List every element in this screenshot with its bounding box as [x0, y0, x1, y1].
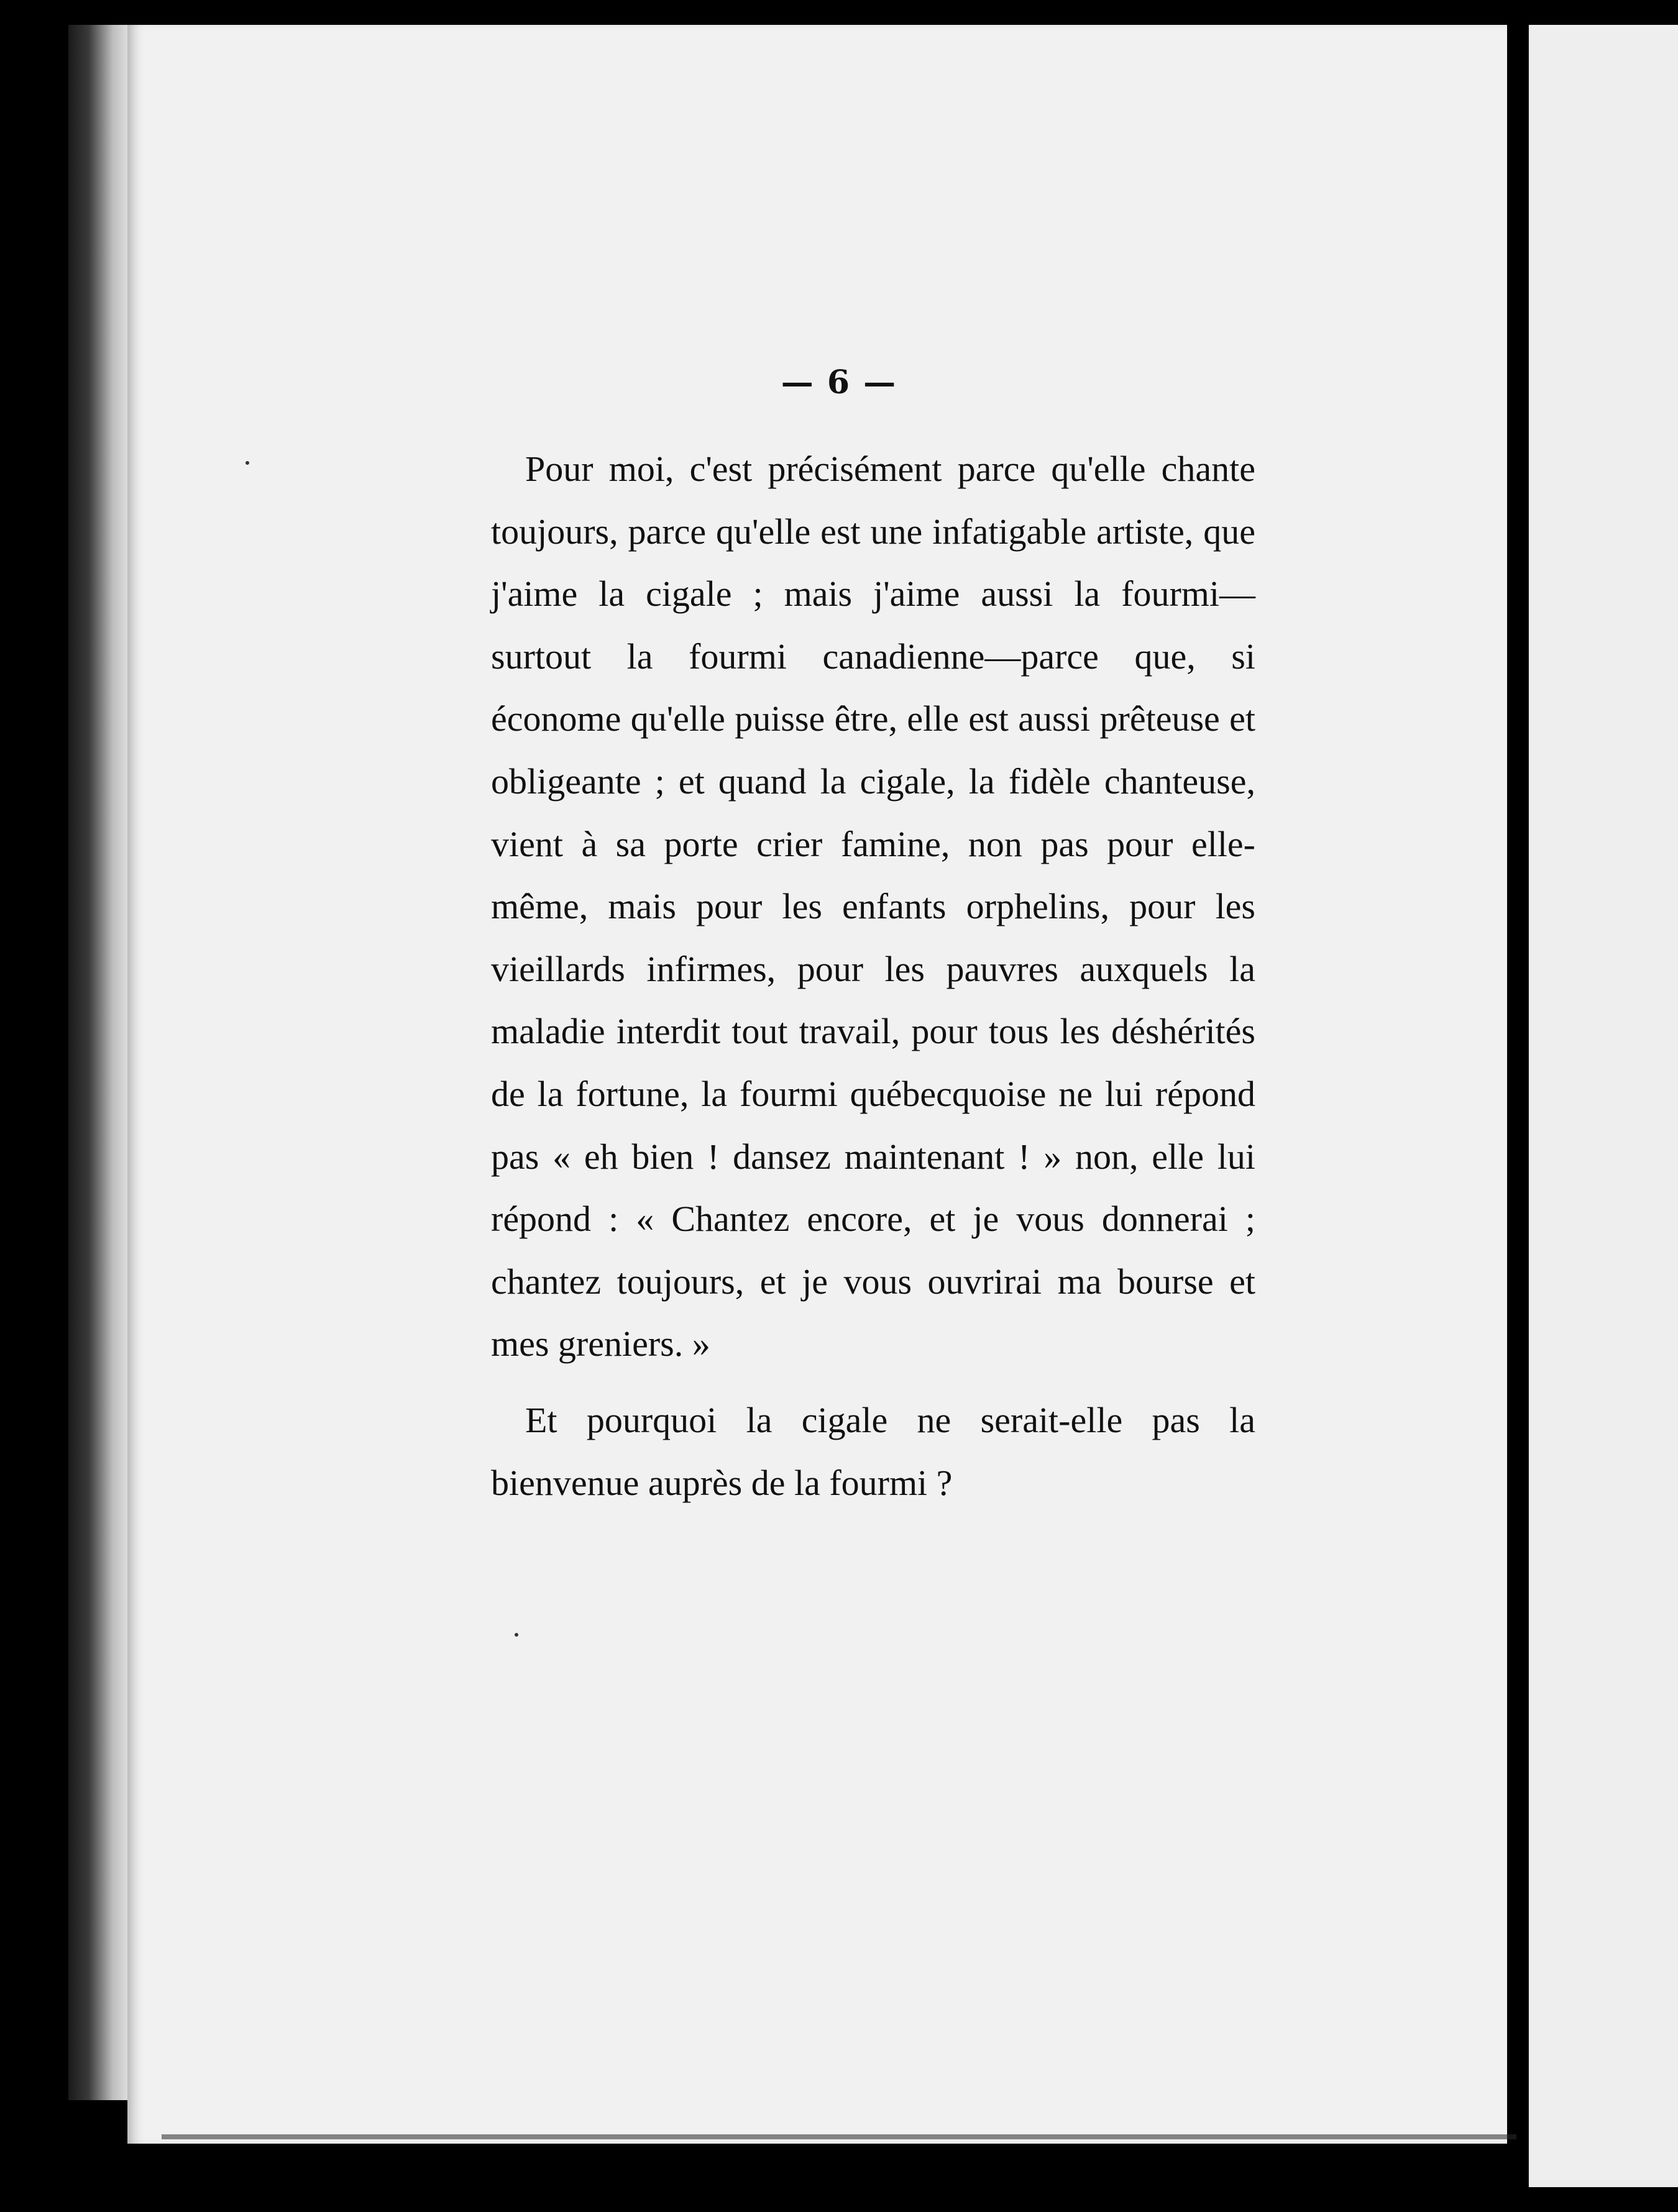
- body-text: [491, 438, 1255, 1514]
- adjacent-page-strip: [1529, 25, 1678, 2187]
- paragraph: Pour moi, c'est précisément parce qu'elle chante toujours, parce qu'elle est une infatigable artiste, que j'aime la cigale ; mais j'aime aussi la fourmi—surtout la fourmi canadienne—parce que, si économe qu'elle puisse être, elle est aussi prêteuse et obligeante ; et quand la cigale, la fidèle chanteuse, vient à sa porte crier famine, non pas pour elle-même, mais pour les enfants orphelins, pour les vieillards infirmes, pour les pauvres auxquels la maladie interdit tout travail, pour tous les déshérités de la fortune, la fourmi québecquoise ne lui répond pas « eh bien ! dansez maintenant ! » non, elle lui répond : « Chantez encore, et je vous donnerai ; chantez toujours, et je vous ouvrirai ma bourse et mes greniers. »: [491, 449, 1255, 1364]
- page-number: — 6 —: [781, 363, 897, 401]
- page-bottom-edge: [162, 2134, 1516, 2139]
- scan-speck: [245, 461, 249, 465]
- paragraph: Et pourquoi la cigale ne serait-elle pas la bienvenue auprès de la fourmi ?: [491, 1399, 1255, 1503]
- scan-speck: [515, 1633, 518, 1637]
